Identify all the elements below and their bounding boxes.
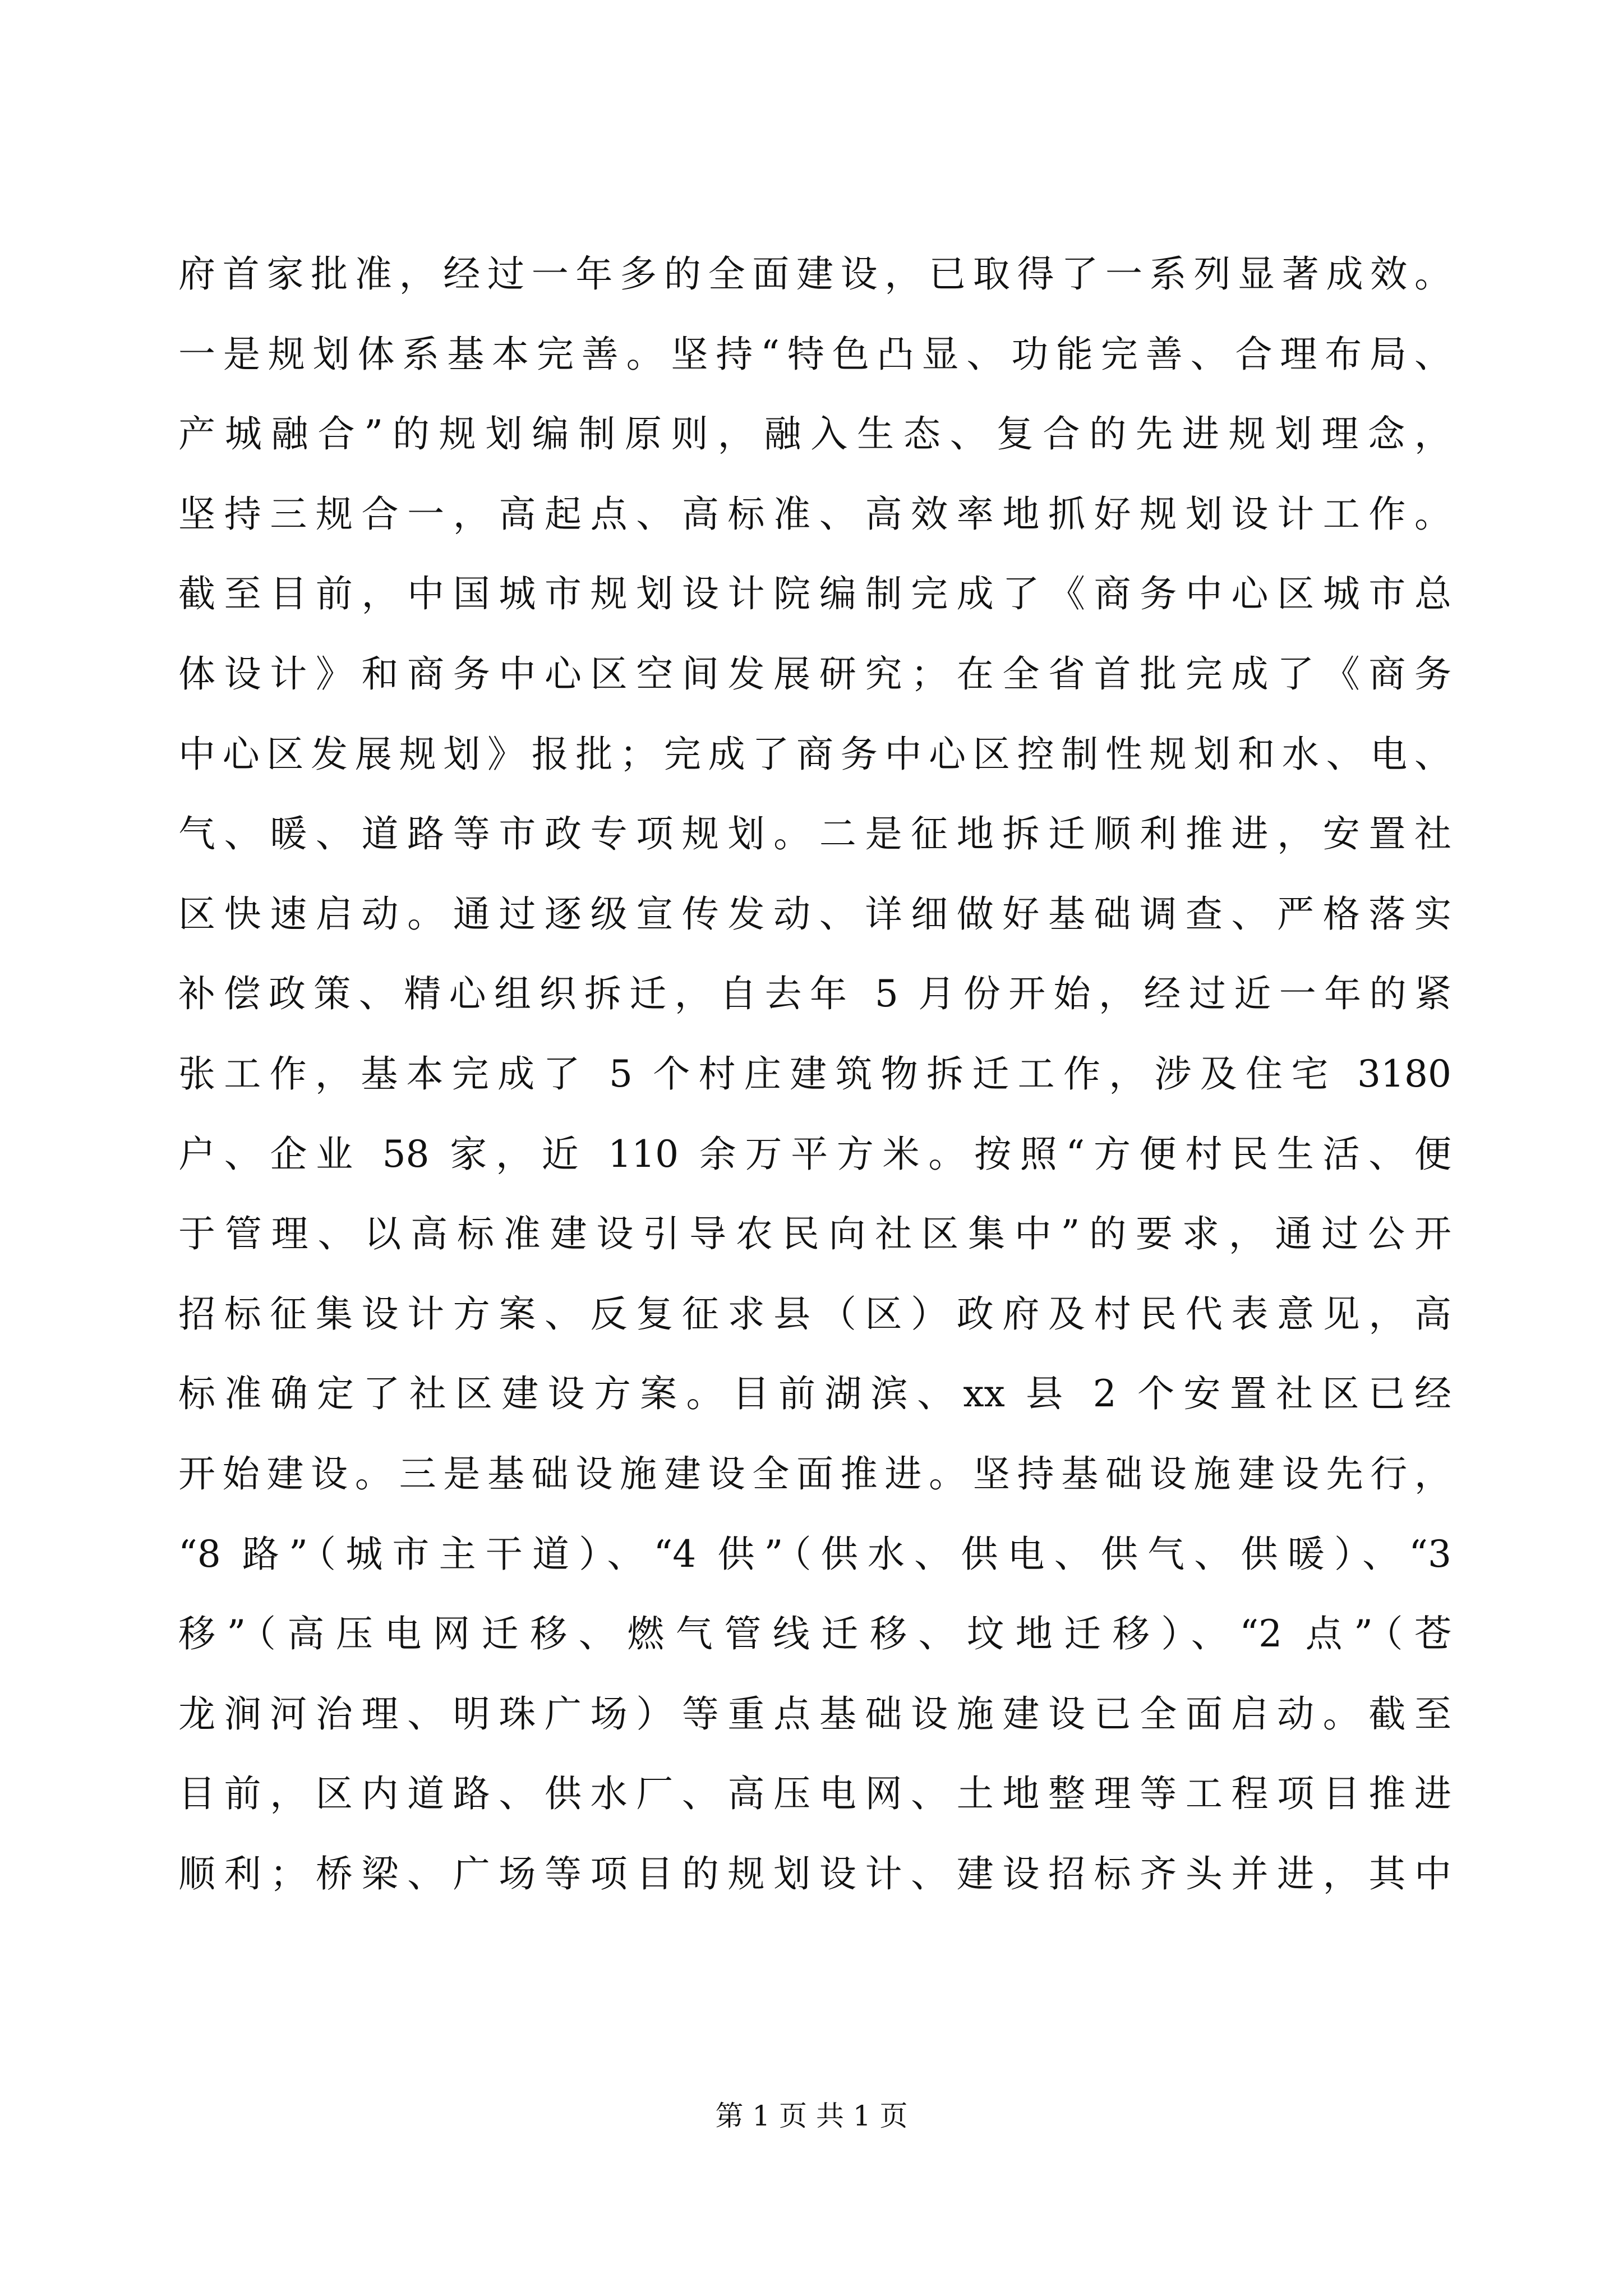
text-line: 体设计》和商务中心区空间发展研究；在全省首批完成了《商务 <box>178 652 1451 696</box>
text-line: 龙涧河治理、明珠广场）等重点基础设施建设已全面启动。截至 <box>178 1692 1451 1736</box>
text-line: 移”（高压电网迁移、燃气管线迁移、坟地迁移）、“2 点”（苍 <box>178 1612 1451 1656</box>
body-text <box>178 234 1451 1914</box>
text-line: 坚持三规合一，高起点、高标准、高效率地抓好规划设计工作。 <box>178 492 1451 536</box>
text-line: 目前，区内道路、供水厂、高压电网、土地整理等工程项目推进 <box>178 1772 1451 1816</box>
text-line: 户、企业 58 家，近 110 余万平方米。按照“方便村民生活、便 <box>178 1132 1451 1176</box>
text-line: 招标征集设计方案、反复征求县（区）政府及村民代表意见，高 <box>178 1292 1451 1336</box>
text-line: 顺利；桥梁、广场等项目的规划设计、建设招标齐头并进，其中 <box>178 1852 1451 1895</box>
text-line: 气、暖、道路等市政专项规划。二是征地拆迁顺利推进，安置社 <box>178 812 1451 856</box>
text-line: 截至目前，中国城市规划设计院编制完成了《商务中心区城市总 <box>178 572 1451 616</box>
text-line: 区快速启动。通过逐级宣传发动、详细做好基础调查、严格落实 <box>178 892 1451 936</box>
page-footer <box>0 2099 1623 2133</box>
text-line: 补偿政策、精心组织拆迁，自去年 5 月份开始，经过近一年的紧 <box>178 972 1451 1016</box>
text-line: 张工作，基本完成了 5 个村庄建筑物拆迁工作，涉及住宅 3180 <box>178 1052 1451 1096</box>
text-line: 标准确定了社区建设方案。目前湖滨、xx 县 2 个安置社区已经 <box>178 1372 1451 1416</box>
text-line: 府首家批准，经过一年多的全面建设，已取得了一系列显著成效。 <box>178 252 1451 296</box>
text-line: 开始建设。三是基础设施建设全面推进。坚持基础设施建设先行， <box>178 1452 1451 1496</box>
page-number-label: 第 1 页 共 1 页 <box>715 2100 908 2132</box>
text-line: 于管理、以高标准建设引导农民向社区集中”的要求，通过公开 <box>178 1212 1451 1256</box>
text-line: “8 路”（城市主干道）、“4 供”（供水、供电、供气、供暖）、“3 <box>178 1532 1451 1576</box>
text-line: 一是规划体系基本完善。坚持“特色凸显、功能完善、合理布局、 <box>178 332 1451 376</box>
text-line: 中心区发展规划》报批；完成了商务中心区控制性规划和水、电、 <box>178 732 1451 776</box>
text-line: 产城融合”的规划编制原则，融入生态、复合的先进规划理念， <box>178 412 1451 456</box>
